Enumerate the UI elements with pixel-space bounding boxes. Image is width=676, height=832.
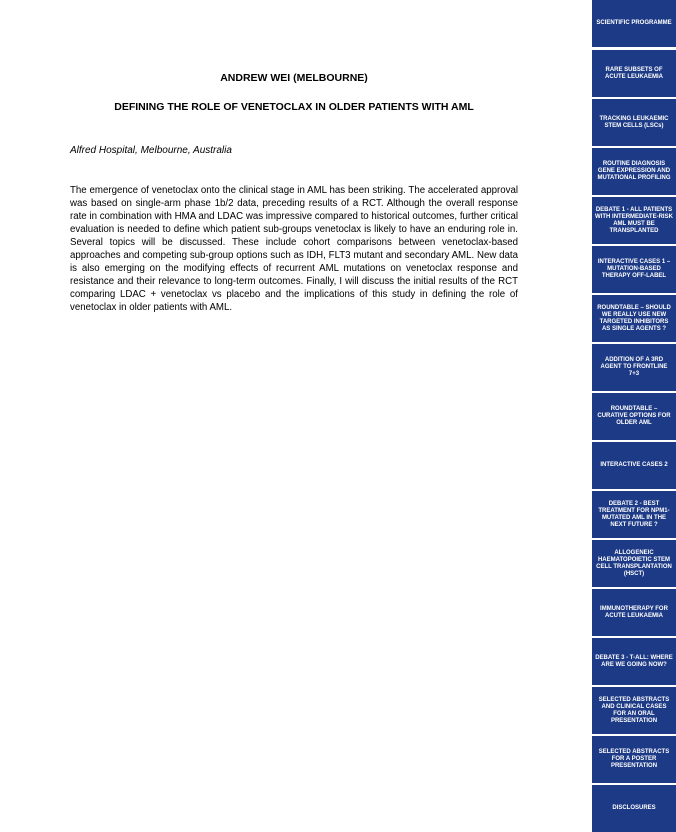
sidebar-item-oral-abstracts[interactable]: SELECTED ABSTRACTS AND CLINICAL CASES FOR AN ORAL PRESENTATION [592, 687, 676, 734]
speaker-name: ANDREW WEI (MELBOURNE) [220, 72, 368, 84]
sidebar-item-debate-2[interactable]: DEBATE 2 - BEST TREATMENT FOR NPM1-MUTATED AML IN THE NEXT FUTURE ? [592, 491, 676, 538]
sidebar-item-routine-diagnosis[interactable]: ROUTINE DIAGNOSIS GENE EXPRESSION AND MUTATIONAL PROFILING [592, 148, 676, 195]
sidebar-item-roundtable-targeted-inhibitors[interactable]: ROUNDTABLE – SHOULD WE REALLY USE NEW TARGETED INHIBITORS AS SINGLE AGENTS ? [592, 295, 676, 342]
sidebar-item-interactive-cases-1[interactable]: INTERACTIVE CASES 1 – MUTATION-BASED THERAPY OFF-LABEL [592, 246, 676, 293]
sidebar-item-hsct[interactable]: ALLOGENEIC HAEMATOPOIETIC STEM CELL TRANSPLANTATION (HSCT) [592, 540, 676, 587]
sidebar-item-third-agent[interactable]: ADDITION OF A 3RD AGENT TO FRONTLINE 7+3 [592, 344, 676, 391]
sidebar-item-debate-1[interactable]: DEBATE 1 - ALL PATIENTS WITH INTERMEDIATE-RISK AML MUST BE TRANSPLANTED [592, 197, 676, 244]
sidebar-item-immunotherapy[interactable]: IMMUNOTHERAPY FOR ACUTE LEUKAEMIA [592, 589, 676, 636]
sidebar-nav [592, 0, 676, 832]
sidebar-item-tracking-lscs[interactable]: TRACKING LEUKAEMIC STEM CELLS (LSCs) [592, 99, 676, 146]
sidebar-item-poster-abstracts[interactable]: SELECTED ABSTRACTS FOR A POSTER PRESENTATION [592, 736, 676, 783]
abstract-text: The emergence of venetoclax onto the clinical stage in AML has been striking. The accelerated approval was based on single-arm phase 1b/2 data, preceding results of a RCT. Although the overall response rate in combination with HMA and LDAC was impressive compared to historical outcomes, further critical evaluation is needed to define which patient sub-groups venetoclax is likely to have an enduring role in. Several topics will be discussed. These include cohort comparisons between venetoclax-based approaches and competing sub-group options such as IDH, FLT3 mutant and secondary AML. New data is also emerging on the modifying effects of recurrent AML mutations on venetoclax response and resistance and their relevance to long-term outcomes. Finally, I will discuss the initial results of the RCT comparing LDAC + venetoclax vs placebo and the implications of this study in defining the role of venetoclax in older patients with AML. [70, 185, 518, 313]
sidebar-item-rare-subsets[interactable]: RARE SUBSETS OF ACUTE LEUKAEMIA [592, 50, 676, 97]
talk-title: DEFINING THE ROLE OF VENETOCLAX IN OLDER PATIENTS WITH AML [114, 101, 474, 113]
sidebar-item-scientific-programme[interactable]: SCIENTIFIC PROGRAMME [592, 0, 676, 47]
affiliation: Alfred Hospital, Melbourne, Australia [70, 145, 232, 156]
sidebar-item-debate-3[interactable]: DEBATE 3 - T-ALL: WHERE ARE WE GOING NOW? [592, 638, 676, 685]
sidebar-item-interactive-cases-2[interactable]: INTERACTIVE CASES 2 [592, 442, 676, 489]
sidebar-item-disclosures[interactable]: DISCLOSURES [592, 785, 676, 832]
sidebar-item-roundtable-older-aml[interactable]: ROUNDTABLE – CURATIVE OPTIONS FOR OLDER AML [592, 393, 676, 440]
